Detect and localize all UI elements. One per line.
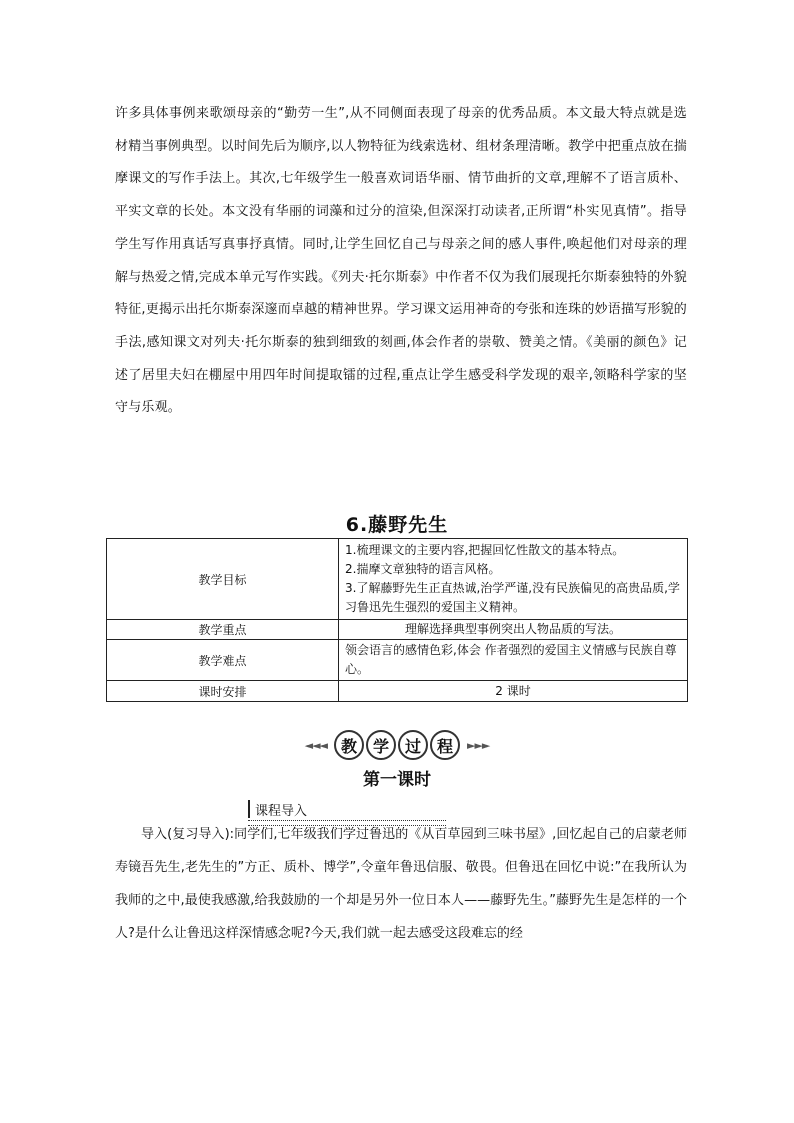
difficulty-value: 领会语言的感情色彩,体会 作者强烈的爱国主义情感与民族自尊心。 [339, 640, 688, 681]
schedule-label: 课时安排 [107, 681, 339, 702]
key-value: 理解选择典型事例突出人物品质的写法。 [339, 620, 688, 640]
goal-cell [339, 539, 688, 620]
intro-lead-label: 导入(复习导入): [141, 827, 235, 842]
table-row-difficulty [107, 640, 688, 681]
right-arrows-icon: ►►► [467, 738, 490, 752]
banner-char: 教 [334, 730, 364, 760]
table-row-goals [107, 539, 688, 620]
intro-paragraph: 许多具体事例来歌颂母亲的“勤劳一生”,从不同侧面表现了母亲的优秀品质。本文最大特点就是选材精当事例典型。以时间先后为顺序,以人物特征为线索选材、组材条理清晰。教学中把重点放在揣摩课文的写作手法上。其次,七年级学生一般喜欢词语华丽、情节曲折的文章,理解不了语言质朴、平实文章的长处。本文没有华丽的词藻和过分的渲染,但深深打动读者,正所谓“朴实见真情”。指导学生写作用真话写真事抒真情。同时,让学生回忆自己与母亲之间的感人事件,唤起他们对母亲的理解与热爱之情,完成本单元写作实践。《列夫·托尔斯泰》中作者不仅为我们展现托尔斯泰独特的外貌特征,更揭示出托尔斯泰深邃而卓越的精神世界。学习课文运用神奇的夸张和连珠的妙语描写形貌的手法,感知课文对列夫·托尔斯泰的独到细致的刻画,体会作者的崇敬、赞美之情。《美丽的颜色》记述了居里夫妇在棚屋中用四年时间提取镭的过程,重点让学生感受科学发现的艰辛,领略科学家的坚守与乐观。 [115, 106, 687, 416]
goal-item-1: 1.梳理课文的主要内容,把握回忆性散文的基本特点。 [345, 543, 625, 557]
table-row-schedule [107, 681, 688, 702]
schedule-value: 2 课时 [339, 681, 688, 702]
key-label: 教学重点 [107, 620, 339, 640]
goal-item-2: 2.揣摩文章独特的语言风格。 [345, 562, 501, 576]
goal-item-3: 3.了解藤野先生正直热诚,治学严谨,没有民族偏见的高贵品质,学习鲁迅先生强烈的爱国主义精神。 [345, 581, 680, 614]
intro-lead-text: 同学们,七年级我们学过鲁迅的《从百草园到三味书屋》,回忆起自己的启蒙老师寿镜吾先生,老先生的”方正、质朴、博学”,令童年鲁迅信服、敬畏。但鲁迅在回忆中说:”在我所认为我师的之中,最使我感激,给我鼓励的一个却是另外一位日本人——藤野先生。”藤野先生是怎样的一个人?是什么让鲁迅这样深情感念呢?今天,我们就一起去感受这段难忘的经 [115, 827, 687, 941]
lesson-plan-table [106, 538, 688, 702]
difficulty-label: 教学难点 [107, 640, 339, 681]
goal-label: 教学目标 [107, 539, 339, 620]
left-arrows-icon: ◄◄◄ [304, 738, 327, 752]
section-heading-text: 课程导入 [255, 804, 308, 819]
teaching-process-banner [0, 730, 794, 760]
banner-char: 程 [430, 730, 460, 760]
period-title: 第一课时 [363, 770, 431, 790]
banner-title [333, 730, 461, 760]
intro-lead-paragraph [115, 818, 687, 950]
section-bar-icon [248, 800, 250, 818]
table-row-key-point [107, 620, 688, 640]
banner-char: 过 [398, 730, 428, 760]
lesson-title: 6.藤野先生 [345, 514, 449, 536]
banner-char: 学 [366, 730, 396, 760]
